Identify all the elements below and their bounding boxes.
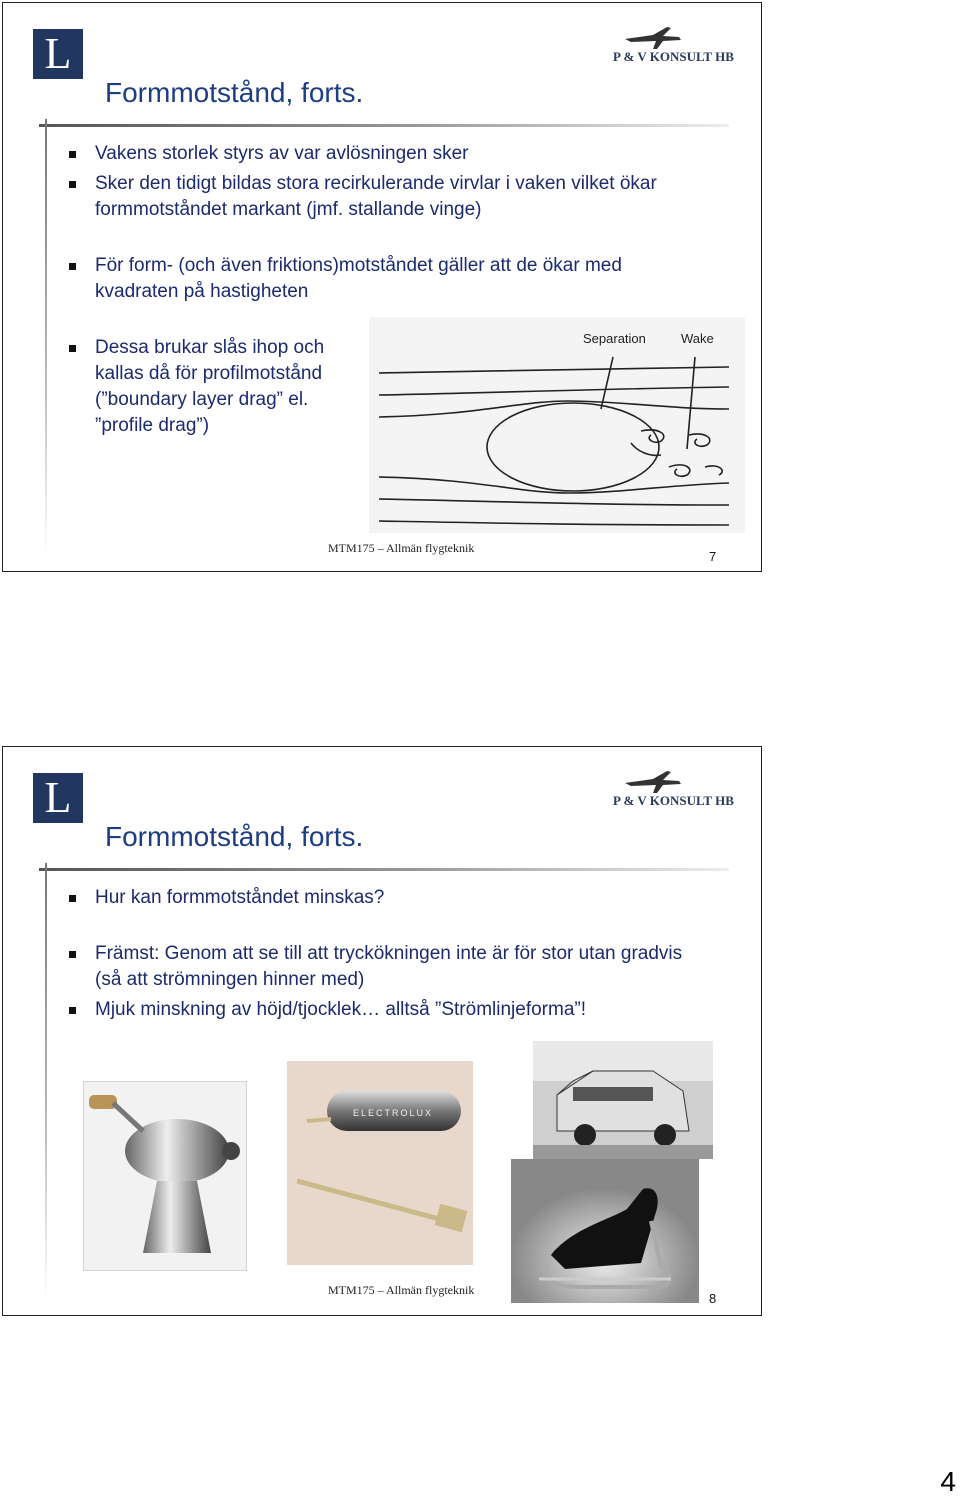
title-underline [39,868,729,871]
company-name: P & V KONSULT HB [613,793,734,808]
wake-label: Wake [681,331,714,346]
slide-title: Formmotstånd, forts. [105,77,364,108]
page-number: 7 [709,549,717,564]
separation-label: Separation [583,331,646,346]
pencil-sharpener-photo [83,1081,247,1271]
university-logo: L [33,773,83,823]
bullet-item: För form- (och även friktions)motståndet gäller att de ökar med kvadraten på hastigheten [69,253,709,305]
vertical-rule [45,863,47,1303]
bullet-item: Dessa brukar slås ihop och kallas då för profilmotstånd (”boundary layer drag” el. ”profile drag”) [69,335,357,439]
bullet-item: Vakens storlek styrs av var avlösningen sker [69,141,709,167]
bullet-list [69,885,709,1023]
title-underline [39,124,729,127]
slide-8 [2,746,762,1316]
university-logo: L [33,29,83,79]
slide-7 [2,2,762,572]
footer-text: MTM175 – Allmän flygteknik [328,1283,475,1297]
sheet-page-number: 4 [940,1466,956,1497]
page-number: 8 [709,1291,717,1306]
bullet-item: Hur kan formmotståndet minskas? [69,885,709,911]
vacuum-cleaner-photo [287,1061,473,1265]
bullet-item: Sker den tidigt bildas stora recirkulerande virvlar i vaken vilket ökar formmotståndet markant (jmf. stallande vinge) [69,171,709,223]
bullet-item: Främst: Genom att se till att tryckökningen inte är för stor utan gradvis (så att strömningen hinner med) [69,941,709,993]
armchair-photo [511,1159,699,1303]
airplane-icon [623,25,683,51]
vertical-rule [45,119,47,559]
company-logo [573,769,743,809]
company-name: P & V KONSULT HB [613,49,734,64]
company-logo [573,25,743,65]
streamlined-bus-photo [533,1041,713,1159]
vacuum-brand-label: ELECTROLUX [353,1108,434,1118]
footer-text: MTM175 – Allmän flygteknik [328,541,475,555]
airplane-icon [623,769,683,795]
flow-separation-diagram [369,317,745,533]
slide-title: Formmotstånd, forts. [105,821,364,852]
bullet-item: Mjuk minskning av höjd/tjocklek… alltså ”Strömlinjeforma”! [69,997,709,1023]
